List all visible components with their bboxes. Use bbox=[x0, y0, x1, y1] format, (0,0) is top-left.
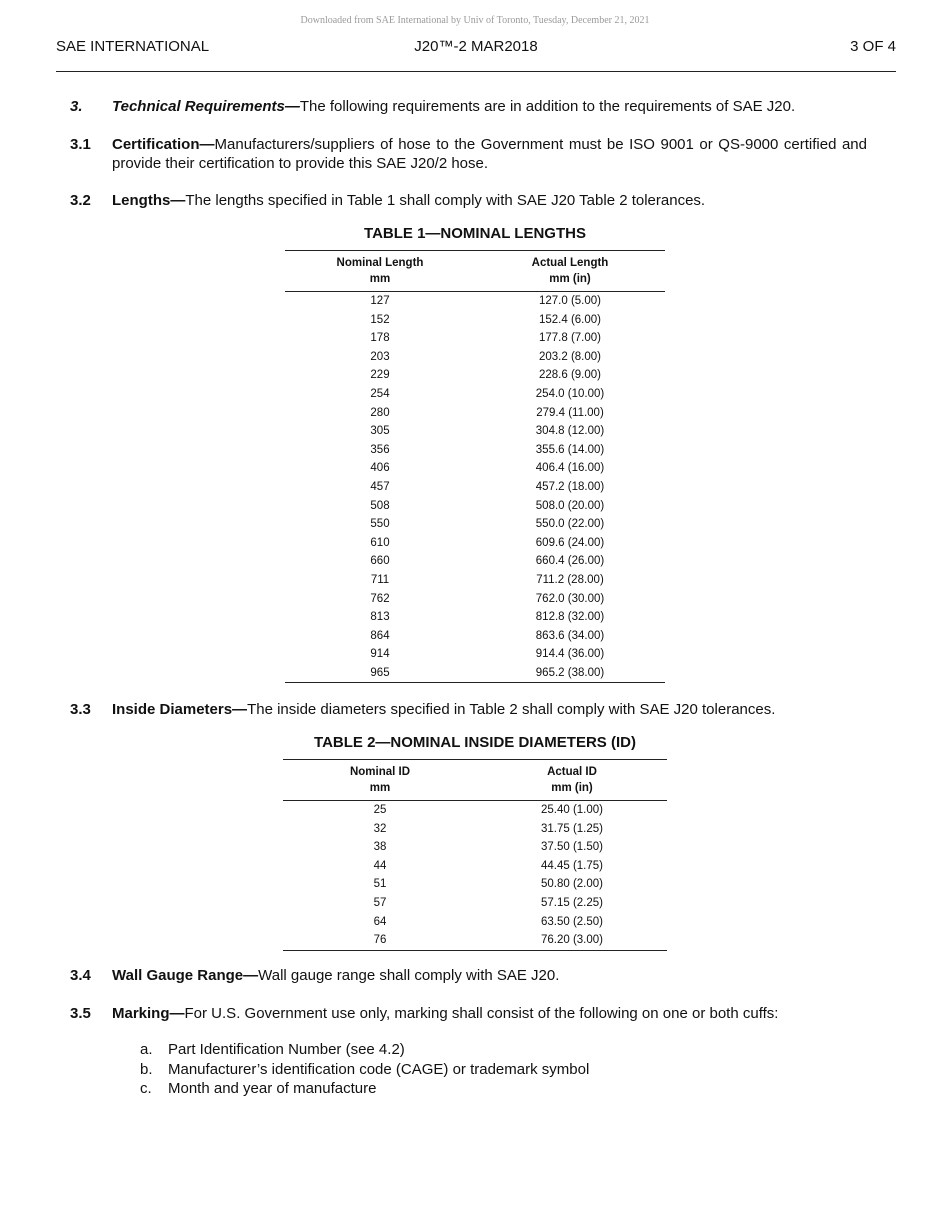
nominal-value-cell: 32 bbox=[373, 822, 387, 835]
header-page-number: 3 OF 4 bbox=[850, 38, 896, 55]
section-3-4 bbox=[70, 966, 867, 985]
list-item bbox=[140, 1040, 589, 1060]
nominal-value-cell: 305 bbox=[370, 425, 390, 438]
table-row bbox=[283, 857, 667, 876]
table-row bbox=[285, 645, 665, 664]
actual-value-cell: 31.75 (1.25) bbox=[540, 822, 603, 835]
table-row bbox=[285, 571, 665, 590]
actual-value-cell: 550.0 (22.00) bbox=[535, 518, 605, 531]
nominal-value-cell: 127 bbox=[370, 295, 390, 307]
table-row bbox=[285, 441, 665, 460]
table-1-caption: TABLE 1—NOMINAL LENGTHS bbox=[364, 225, 586, 242]
nominal-value-cell: 152 bbox=[370, 313, 390, 326]
actual-value-cell: 76.20 (3.00) bbox=[477, 931, 667, 950]
actual-value-cell: 127.0 (5.00) bbox=[538, 295, 601, 307]
section-number: 3. bbox=[70, 98, 83, 115]
table-row bbox=[285, 515, 665, 534]
table-row bbox=[285, 627, 665, 646]
actual-value-cell: 304.8 (12.00) bbox=[535, 425, 605, 438]
actual-value-cell: 44.45 (1.75) bbox=[540, 859, 603, 872]
actual-value-cell: 279.4 (11.00) bbox=[536, 406, 604, 419]
actual-value-cell: 152.4 (6.00) bbox=[538, 313, 601, 326]
nominal-value-cell: 178 bbox=[370, 332, 390, 345]
column-header-nominal-length: Nominal Length mm bbox=[336, 257, 424, 285]
actual-value-cell: 25.40 (1.00) bbox=[540, 804, 603, 816]
nominal-value-cell: 864 bbox=[370, 629, 390, 642]
section-title: Certification— bbox=[112, 136, 215, 153]
section-text: For U.S. Government use only, marking shall consist of the following on one or both cuffs: bbox=[184, 1005, 779, 1022]
actual-value-cell: 355.6 (14.00) bbox=[535, 443, 605, 456]
actual-value-cell: 50.80 (2.00) bbox=[540, 878, 603, 891]
list-marker: b. bbox=[140, 1060, 153, 1078]
table-row bbox=[283, 931, 667, 950]
actual-value-cell: 63.50 (2.50) bbox=[540, 915, 603, 928]
table-header-row bbox=[283, 760, 667, 801]
table-row bbox=[283, 894, 667, 913]
column-header-actual-length: Actual Length mm (in) bbox=[531, 257, 609, 285]
column-header-nominal-id: Nominal ID mm bbox=[349, 766, 411, 794]
nominal-value-cell: 508 bbox=[370, 499, 390, 512]
actual-value-cell: 203.2 (8.00) bbox=[538, 350, 601, 363]
header-document-id: J20™-2 MAR2018 bbox=[414, 38, 538, 55]
table-row bbox=[283, 820, 667, 839]
section-3-3 bbox=[70, 700, 867, 719]
table-header-row bbox=[285, 251, 665, 292]
section-number: 3.2 bbox=[70, 192, 91, 209]
actual-value-cell: 609.6 (24.00) bbox=[535, 536, 605, 549]
actual-value-cell: 177.8 (7.00) bbox=[538, 332, 601, 345]
nominal-value-cell: 64 bbox=[373, 915, 387, 928]
actual-value-cell: 812.8 (32.00) bbox=[535, 611, 605, 624]
section-text: Manufacturers/suppliers of hose to the Government must be ISO 9001 or QS-9000 certified and provide their certification to provide this SAE J20/2 hose. bbox=[112, 136, 867, 172]
section-title: Lengths— bbox=[112, 192, 186, 209]
nominal-value-cell: 280 bbox=[370, 406, 390, 419]
nominal-value-cell: 711 bbox=[370, 573, 390, 586]
list-item-text: Part Identification Number (see 4.2) bbox=[168, 1041, 405, 1058]
section-number: 3.3 bbox=[70, 701, 91, 718]
list-item-text: Manufacturer’s identification code (CAGE) or trademark symbol bbox=[168, 1060, 590, 1078]
nominal-value-cell: 38 bbox=[373, 841, 387, 854]
table-2-nominal-inside-diameters bbox=[283, 759, 667, 951]
section-title: Technical Requirements— bbox=[112, 98, 300, 115]
table-row bbox=[285, 404, 665, 423]
nominal-value-cell: 762 bbox=[370, 592, 390, 605]
nominal-value-cell: 254 bbox=[370, 387, 390, 400]
section-3-2 bbox=[70, 191, 867, 210]
table-row bbox=[285, 292, 665, 311]
table-2-caption: TABLE 2—NOMINAL INSIDE DIAMETERS (ID) bbox=[314, 734, 636, 751]
table-row bbox=[283, 801, 667, 820]
marking-list bbox=[140, 1040, 589, 1099]
table-row bbox=[283, 838, 667, 857]
table-row bbox=[283, 913, 667, 932]
actual-value-cell: 965.2 (38.00) bbox=[475, 664, 665, 683]
table-row bbox=[285, 385, 665, 404]
actual-value-cell: 660.4 (26.00) bbox=[535, 555, 605, 568]
table-1-nominal-lengths bbox=[285, 250, 665, 683]
nominal-value-cell: 914 bbox=[370, 648, 390, 661]
column-header-actual-id: Actual ID mm (in) bbox=[547, 766, 597, 794]
section-title: Marking— bbox=[112, 1005, 185, 1022]
table-row bbox=[285, 608, 665, 627]
section-text: The inside diameters specified in Table 2 shall comply with SAE J20 tolerances. bbox=[247, 701, 776, 718]
actual-value-cell: 863.6 (34.00) bbox=[535, 629, 605, 642]
section-3-1 bbox=[70, 135, 867, 173]
actual-value-cell: 254.0 (10.00) bbox=[535, 387, 605, 400]
nominal-value-cell: 76 bbox=[283, 931, 477, 950]
table-row bbox=[285, 422, 665, 441]
nominal-value-cell: 457 bbox=[370, 480, 390, 493]
table-row bbox=[285, 534, 665, 553]
section-number: 3.4 bbox=[70, 967, 91, 984]
table-row bbox=[285, 497, 665, 516]
actual-value-cell: 37.50 (1.50) bbox=[540, 841, 603, 854]
nominal-value-cell: 660 bbox=[370, 555, 390, 568]
section-3-5 bbox=[70, 1004, 867, 1023]
nominal-value-cell: 813 bbox=[370, 611, 390, 624]
nominal-value-cell: 25 bbox=[373, 804, 387, 816]
list-item bbox=[140, 1079, 589, 1099]
list-marker: c. bbox=[140, 1080, 152, 1097]
list-item-text: Month and year of manufacture bbox=[168, 1080, 377, 1097]
table-row bbox=[283, 875, 667, 894]
table-row bbox=[285, 311, 665, 330]
running-header bbox=[56, 38, 896, 58]
actual-value-cell: 508.0 (20.00) bbox=[535, 499, 605, 512]
actual-value-cell: 228.6 (9.00) bbox=[538, 369, 601, 382]
table-row bbox=[285, 664, 665, 683]
nominal-value-cell: 44 bbox=[373, 859, 387, 872]
actual-value-cell: 762.0 (30.00) bbox=[535, 592, 605, 605]
nominal-value-cell: 57 bbox=[373, 896, 387, 909]
list-marker: a. bbox=[140, 1041, 153, 1058]
section-title: Wall Gauge Range— bbox=[112, 967, 259, 984]
section-number: 3.1 bbox=[70, 136, 91, 153]
download-watermark: Downloaded from SAE International by Univ of Toronto, Tuesday, December 21, 2021 bbox=[300, 15, 650, 26]
nominal-value-cell: 51 bbox=[373, 878, 387, 891]
section-text: The lengths specified in Table 1 shall comply with SAE J20 Table 2 tolerances. bbox=[185, 192, 706, 209]
actual-value-cell: 457.2 (18.00) bbox=[535, 480, 605, 493]
nominal-value-cell: 550 bbox=[370, 518, 390, 531]
table-row bbox=[285, 459, 665, 478]
actual-value-cell: 914.4 (36.00) bbox=[535, 648, 605, 661]
nominal-value-cell: 406 bbox=[370, 462, 390, 475]
nominal-value-cell: 610 bbox=[370, 536, 390, 549]
header-publisher: SAE INTERNATIONAL bbox=[56, 38, 210, 55]
section-text: Wall gauge range shall comply with SAE J20. bbox=[258, 967, 560, 984]
section-title: Inside Diameters— bbox=[112, 701, 248, 718]
nominal-value-cell: 203 bbox=[370, 350, 390, 363]
section-number: 3.5 bbox=[70, 1005, 91, 1022]
nominal-value-cell: 356 bbox=[370, 443, 390, 456]
nominal-value-cell: 965 bbox=[285, 664, 475, 683]
actual-value-cell: 57.15 (2.25) bbox=[540, 896, 603, 909]
nominal-value-cell: 229 bbox=[370, 369, 390, 382]
table-row bbox=[285, 348, 665, 367]
table-row bbox=[285, 478, 665, 497]
actual-value-cell: 406.4 (16.00) bbox=[535, 462, 605, 475]
table-row bbox=[285, 366, 665, 385]
list-item bbox=[140, 1060, 589, 1080]
table-row bbox=[285, 329, 665, 348]
table-row bbox=[285, 590, 665, 609]
header-rule bbox=[56, 71, 896, 72]
section-text: The following requirements are in addition to the requirements of SAE J20. bbox=[299, 98, 796, 115]
table-row bbox=[285, 552, 665, 571]
section-3 bbox=[70, 97, 867, 116]
actual-value-cell: 711.2 (28.00) bbox=[536, 573, 604, 586]
